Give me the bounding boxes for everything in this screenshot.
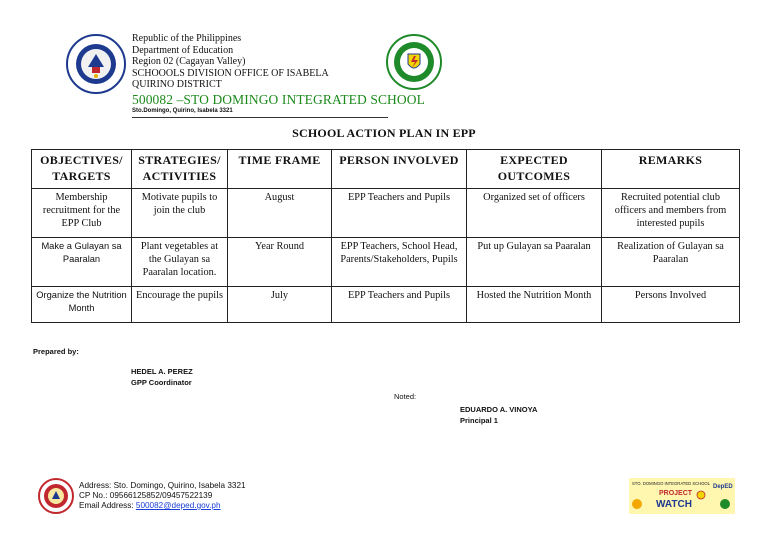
table-row bbox=[32, 189, 740, 238]
prepared-by-label: Prepared by: bbox=[33, 347, 79, 356]
action-plan-table bbox=[31, 149, 740, 323]
table-cell: August bbox=[228, 189, 332, 238]
footer-address: Address: Sto. Domingo, Quirino, Isabela 3321 bbox=[79, 481, 246, 490]
table-header-row bbox=[32, 150, 740, 189]
table-row bbox=[32, 287, 740, 323]
document-title: SCHOOL ACTION PLAN IN EPP bbox=[292, 126, 476, 140]
school-seal-icon bbox=[38, 478, 74, 514]
logo-deped-text: DepED bbox=[713, 484, 733, 490]
deped-seal-left bbox=[66, 34, 126, 94]
letterhead-republic: Republic of the Philippines bbox=[132, 33, 242, 44]
school-address-small: Sto.Domingo, Quirino, Isabela 3321 bbox=[132, 107, 233, 114]
letterhead-district: QUIRINO DISTRICT bbox=[132, 79, 222, 90]
table-cell: Plant vegetables at the Gulayan sa Paaralan location. bbox=[132, 238, 228, 287]
footer-phone: CP No.: 09566125852/09457522139 bbox=[79, 491, 213, 500]
noted-title: Principal 1 bbox=[460, 416, 498, 425]
table-cell: Recruited potential club officers and members from interested pupils bbox=[602, 189, 740, 238]
table-cell: Realization of Gulayan sa Paaralan bbox=[602, 238, 740, 287]
letterhead-department: Department of Education bbox=[132, 44, 234, 56]
col-header-remarks: REMARKS bbox=[602, 150, 740, 189]
letterhead-division: SCHOOOLS DIVISION OFFICE OF ISABELA bbox=[132, 67, 329, 79]
table-cell: EPP Teachers and Pupils bbox=[332, 287, 467, 323]
table-cell: EPP Teachers, School Head, Parents/Stakeholders, Pupils bbox=[332, 238, 467, 287]
table-cell: Make a Gulayan sa Paaralan bbox=[32, 238, 132, 287]
noted-label: Noted: bbox=[394, 392, 417, 401]
table-cell: Motivate pupils to join the club bbox=[132, 189, 228, 238]
table-cell: EPP Teachers and Pupils bbox=[332, 189, 467, 238]
letterhead bbox=[132, 33, 425, 115]
col-header-objectives: OBJECTIVES/ TARGETS bbox=[32, 150, 132, 189]
table-row bbox=[32, 238, 740, 287]
noted-name: EDUARDO A. VINOYA bbox=[460, 405, 538, 414]
table-cell: Put up Gulayan sa Paaralan bbox=[467, 238, 602, 287]
footer-email-link[interactable]: 500082@deped.gov.ph bbox=[135, 501, 221, 510]
table-cell: Year Round bbox=[228, 238, 332, 287]
logo-school-text: STO. DOMINGO INTEGRATED SCHOOL bbox=[632, 481, 711, 486]
table-cell: Organize the Nutrition Month bbox=[32, 287, 132, 323]
col-header-person-involved: PERSON INVOLVED bbox=[332, 150, 467, 189]
table-cell: Encourage the pupils bbox=[132, 287, 228, 323]
letterhead-region: Region 02 (Cagayan Valley) bbox=[132, 56, 246, 67]
col-header-time-frame: TIME FRAME bbox=[228, 150, 332, 189]
noted-block bbox=[460, 404, 537, 426]
col-header-strategies: STRATEGIES/ ACTIVITIES bbox=[132, 150, 228, 189]
footer-email-line: Email Address: 500082@deped.gov.ph bbox=[79, 501, 221, 510]
prepared-by-block bbox=[131, 366, 193, 388]
table-cell: July bbox=[228, 287, 332, 323]
school-name: 500082 –STO DOMINGO INTEGRATED SCHOOL bbox=[132, 91, 425, 107]
table-cell: Hosted the Nutrition Month bbox=[467, 287, 602, 323]
logo-watch-text: WATCH bbox=[656, 499, 692, 510]
project-watch-logo bbox=[629, 478, 735, 514]
table-cell: Membership recruitment for the EPP Club bbox=[32, 189, 132, 238]
footer-contact bbox=[79, 481, 246, 511]
col-header-expected-outcomes: EXPECTED OUTCOMES bbox=[467, 150, 602, 189]
table-cell: Persons Involved bbox=[602, 287, 740, 323]
table-cell: Organized set of officers bbox=[467, 189, 602, 238]
letterhead-divider bbox=[132, 117, 388, 118]
logo-project-text: PROJECT bbox=[659, 490, 693, 497]
prepared-by-name: HEDEL A. PEREZ bbox=[131, 367, 193, 376]
prepared-by-title: GPP Coordinator bbox=[131, 378, 192, 387]
